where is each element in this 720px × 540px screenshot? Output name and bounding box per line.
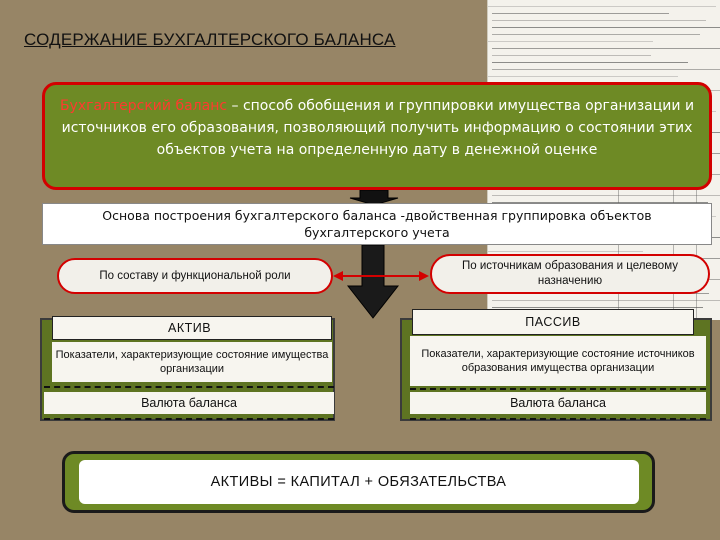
- double-arrow-left-head: [333, 271, 343, 281]
- asset-description: Показатели, характеризующие состояние имущества организации: [52, 342, 332, 382]
- liability-divider: [410, 388, 706, 390]
- double-arrow-right-head: [419, 271, 429, 281]
- asset-criterion-pill: По составу и функциональной роли: [57, 258, 333, 294]
- basis-box: Основа построения бухгалтерского баланса -двойственная группировка объектов бухгалтерского учета: [42, 203, 712, 245]
- balance-equation: АКТИВЫ = КАПИТАЛ + ОБЯЗАТЕЛЬСТВА: [79, 460, 639, 504]
- balance-equation-box: [62, 451, 655, 513]
- asset-divider: [44, 386, 334, 388]
- liability-divider-bottom: [410, 418, 706, 420]
- asset-total: Валюта баланса: [44, 392, 334, 414]
- page-title: СОДЕРЖАНИЕ БУХГАЛТЕРСКОГО БАЛАНСА: [24, 30, 396, 49]
- definition-box: [42, 82, 712, 190]
- definition-text: – способ обобщения и группировки имущества организации и источников его образования, позволяющий получить информацию о состоянии этих объектов учета на определенную дату в денежной оценке: [61, 98, 695, 158]
- asset-divider-bottom: [44, 418, 334, 420]
- down-arrow-main: [348, 245, 398, 318]
- definition-term: Бухгалтерский баланс: [59, 98, 228, 114]
- liability-header: ПАССИВ: [412, 309, 694, 335]
- liability-criterion-pill: По источникам образования и целевому назначению: [430, 254, 710, 294]
- asset-header: АКТИВ: [52, 316, 332, 340]
- liability-description: Показатели, характеризующие состояние источников образования имущества организации: [410, 336, 706, 386]
- liability-total: Валюта баланса: [410, 392, 706, 414]
